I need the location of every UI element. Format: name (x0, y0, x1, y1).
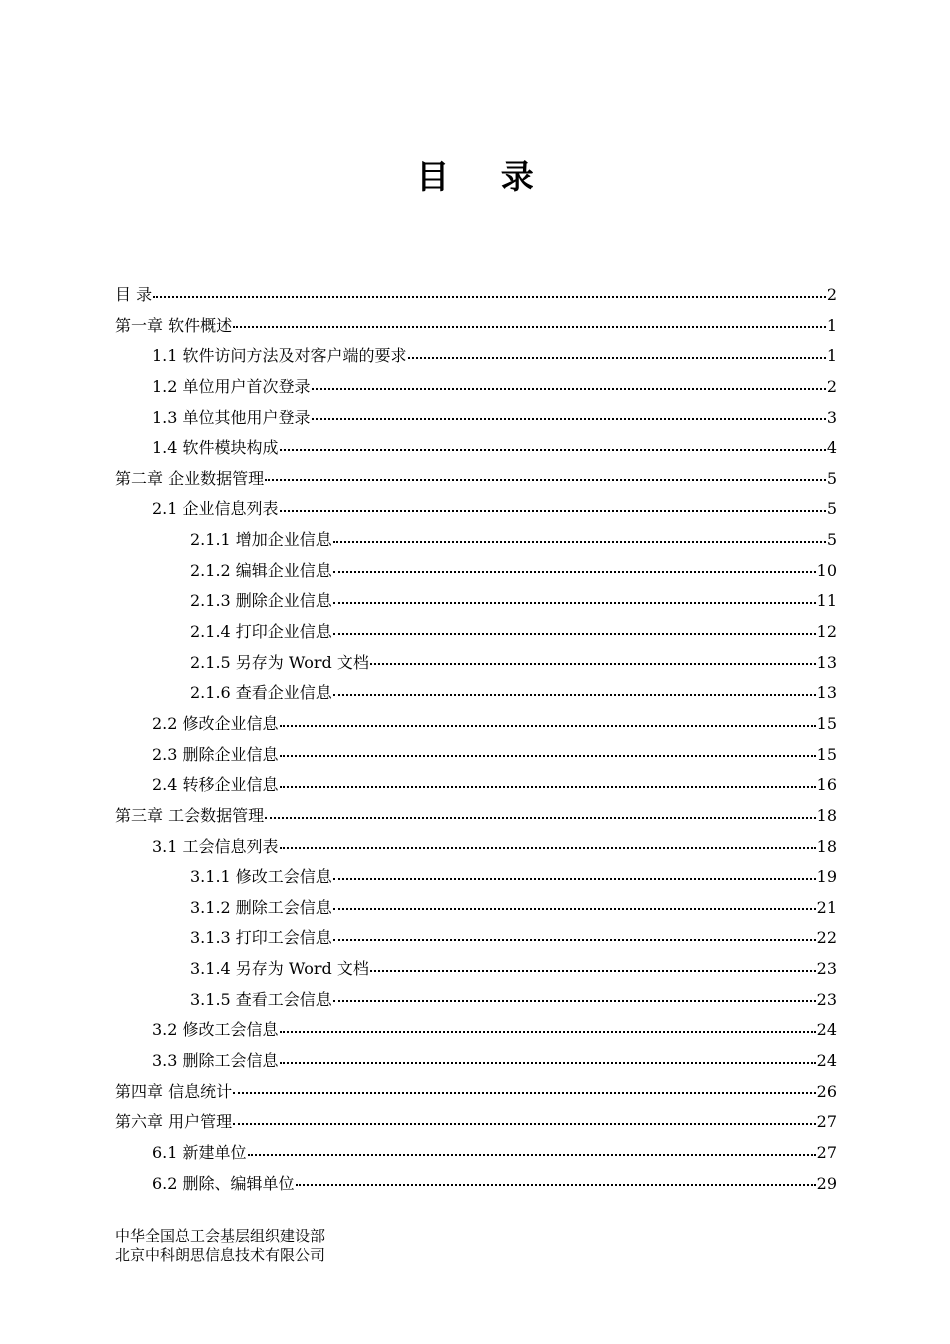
toc-leader-dots (333, 541, 826, 543)
toc-leader-dots (248, 1154, 816, 1156)
toc-leader-dots (370, 970, 816, 972)
toc-entry-page: 23 (816, 959, 837, 979)
toc-entry[interactable] (115, 494, 837, 525)
toc-entry-page: 11 (816, 591, 837, 611)
toc-entry[interactable] (115, 403, 837, 434)
toc-leader-dots (233, 1092, 816, 1094)
toc-leader-dots (370, 663, 816, 665)
table-of-contents (115, 280, 837, 1199)
toc-leader-dots (265, 817, 816, 819)
toc-leader-dots (233, 1123, 816, 1125)
toc-entry-page: 12 (816, 622, 837, 642)
toc-entry-page: 10 (816, 560, 837, 580)
toc-leader-dots (333, 878, 816, 880)
toc-entry[interactable] (115, 280, 837, 311)
toc-entry-label: 第二章 企业数据管理 (115, 468, 265, 488)
toc-leader-dots (312, 418, 826, 420)
toc-entry[interactable] (115, 464, 837, 495)
toc-entry-page: 18 (816, 836, 837, 856)
toc-entry-label: 3.1 工会信息列表 (152, 836, 279, 856)
toc-entry-label: 2.1.1 增加企业信息 (190, 530, 332, 550)
toc-entry-label: 2.2 修改企业信息 (152, 713, 279, 733)
toc-entry-page: 15 (816, 744, 837, 764)
toc-entry-label: 3.1.4 另存为 Word 文档 (190, 959, 369, 979)
toc-entry-page: 2 (826, 376, 837, 396)
toc-entry[interactable] (115, 862, 837, 893)
toc-entry-label: 1.4 软件模块构成 (152, 438, 279, 458)
toc-leader-dots (280, 755, 816, 757)
toc-leader-dots (333, 602, 816, 604)
toc-entry-label: 3.3 删除工会信息 (152, 1051, 279, 1071)
toc-entry[interactable] (115, 678, 837, 709)
toc-entry-label: 2.1.5 另存为 Word 文档 (190, 652, 369, 672)
toc-entry-page: 16 (816, 775, 837, 795)
toc-leader-dots (280, 847, 816, 849)
toc-entry-page: 22 (816, 928, 837, 948)
toc-entry-label: 2.1 企业信息列表 (152, 499, 279, 519)
toc-entry[interactable] (115, 648, 837, 679)
toc-entry-page: 5 (826, 530, 837, 550)
toc-entry-page: 29 (816, 1173, 837, 1193)
toc-entry-label: 6.2 删除、编辑单位 (152, 1173, 295, 1193)
toc-entry[interactable] (115, 1138, 837, 1169)
toc-entry-page: 21 (816, 897, 837, 917)
toc-leader-dots (333, 1000, 816, 1002)
toc-entry[interactable] (115, 586, 837, 617)
toc-entry-page: 26 (816, 1081, 837, 1101)
toc-entry[interactable] (115, 525, 837, 556)
toc-entry[interactable] (115, 1015, 837, 1046)
toc-leader-dots (280, 786, 816, 788)
toc-entry-label: 3.1.3 打印工会信息 (190, 928, 332, 948)
toc-leader-dots (280, 1062, 816, 1064)
toc-entry-page: 27 (816, 1112, 837, 1132)
toc-entry-label: 2.3 删除企业信息 (152, 744, 279, 764)
toc-entry[interactable] (115, 1169, 837, 1200)
toc-leader-dots (280, 449, 826, 451)
toc-leader-dots (333, 694, 816, 696)
toc-entry-page: 5 (826, 468, 837, 488)
toc-entry-label: 1.2 单位用户首次登录 (152, 376, 311, 396)
toc-entry[interactable] (115, 311, 837, 342)
toc-entry-page: 4 (826, 438, 837, 458)
toc-entry-label: 第一章 软件概述 (115, 315, 233, 335)
toc-leader-dots (280, 510, 826, 512)
toc-entry-page: 1 (826, 315, 837, 335)
toc-entry[interactable] (115, 341, 837, 372)
toc-entry-label: 1.3 单位其他用户登录 (152, 407, 311, 427)
toc-entry-label: 第六章 用户管理 (115, 1112, 233, 1132)
toc-entry[interactable] (115, 1077, 837, 1108)
toc-entry-page: 13 (816, 652, 837, 672)
toc-leader-dots (333, 633, 816, 635)
toc-entry-label: 2.1.4 打印企业信息 (190, 622, 332, 642)
toc-entry-label: 2.1.2 编辑企业信息 (190, 560, 332, 580)
toc-entry[interactable] (115, 372, 837, 403)
toc-entry[interactable] (115, 832, 837, 863)
toc-entry-page: 19 (816, 867, 837, 887)
toc-entry[interactable] (115, 556, 837, 587)
toc-entry-label: 第三章 工会数据管理 (115, 805, 265, 825)
toc-leader-dots (408, 357, 826, 359)
toc-leader-dots (333, 908, 816, 910)
toc-entry-label: 2.4 转移企业信息 (152, 775, 279, 795)
footer-company: 北京中科朗思信息技术有限公司 (115, 1246, 326, 1264)
toc-entry[interactable] (115, 617, 837, 648)
toc-entry-page: 5 (826, 499, 837, 519)
toc-entry[interactable] (115, 1107, 837, 1138)
toc-leader-dots (280, 1031, 816, 1033)
toc-entry-label: 3.1.1 修改工会信息 (190, 867, 332, 887)
toc-leader-dots (333, 571, 816, 573)
toc-entry-page: 18 (816, 805, 837, 825)
toc-entry-label: 第四章 信息统计 (115, 1081, 233, 1101)
toc-leader-dots (333, 939, 816, 941)
toc-leader-dots (265, 479, 826, 481)
toc-entry-label: 3.1.5 查看工会信息 (190, 989, 332, 1009)
toc-leader-dots (296, 1184, 816, 1186)
footer (115, 1227, 325, 1265)
toc-entry-page: 24 (816, 1051, 837, 1071)
toc-leader-dots (153, 296, 826, 298)
toc-entry[interactable] (115, 801, 837, 832)
footer-organization: 中华全国总工会基层组织建设部 (115, 1227, 326, 1245)
toc-entry-label: 目 录 (115, 285, 153, 304)
toc-entry[interactable] (115, 923, 837, 954)
toc-entry[interactable] (115, 954, 837, 985)
toc-entry[interactable] (115, 740, 837, 771)
toc-leader-dots (312, 388, 826, 390)
toc-entry-page: 1 (826, 346, 837, 366)
toc-entry-label: 3.1.2 删除工会信息 (190, 897, 332, 917)
toc-entry-label: 1.1 软件访问方法及对客户端的要求 (152, 346, 407, 366)
toc-entry-page: 3 (826, 407, 837, 427)
page-title: 目 录 (416, 157, 554, 196)
toc-entry-page: 15 (816, 713, 837, 733)
toc-entry[interactable] (115, 433, 837, 464)
toc-leader-dots (280, 725, 816, 727)
toc-entry-label: 2.1.6 查看企业信息 (190, 683, 332, 703)
toc-entry-page: 27 (816, 1142, 837, 1162)
toc-entry[interactable] (115, 893, 837, 924)
toc-entry-page: 2 (826, 285, 837, 304)
toc-leader-dots (233, 326, 826, 328)
toc-entry-page: 23 (816, 989, 837, 1009)
toc-entry[interactable] (115, 985, 837, 1016)
toc-entry[interactable] (115, 1046, 837, 1077)
toc-entry-label: 6.1 新建单位 (152, 1142, 247, 1162)
toc-entry-page: 13 (816, 683, 837, 703)
toc-entry-label: 3.2 修改工会信息 (152, 1020, 279, 1040)
toc-entry[interactable] (115, 709, 837, 740)
toc-entry-page: 24 (816, 1020, 837, 1040)
toc-entry[interactable] (115, 770, 837, 801)
toc-entry-label: 2.1.3 删除企业信息 (190, 591, 332, 611)
